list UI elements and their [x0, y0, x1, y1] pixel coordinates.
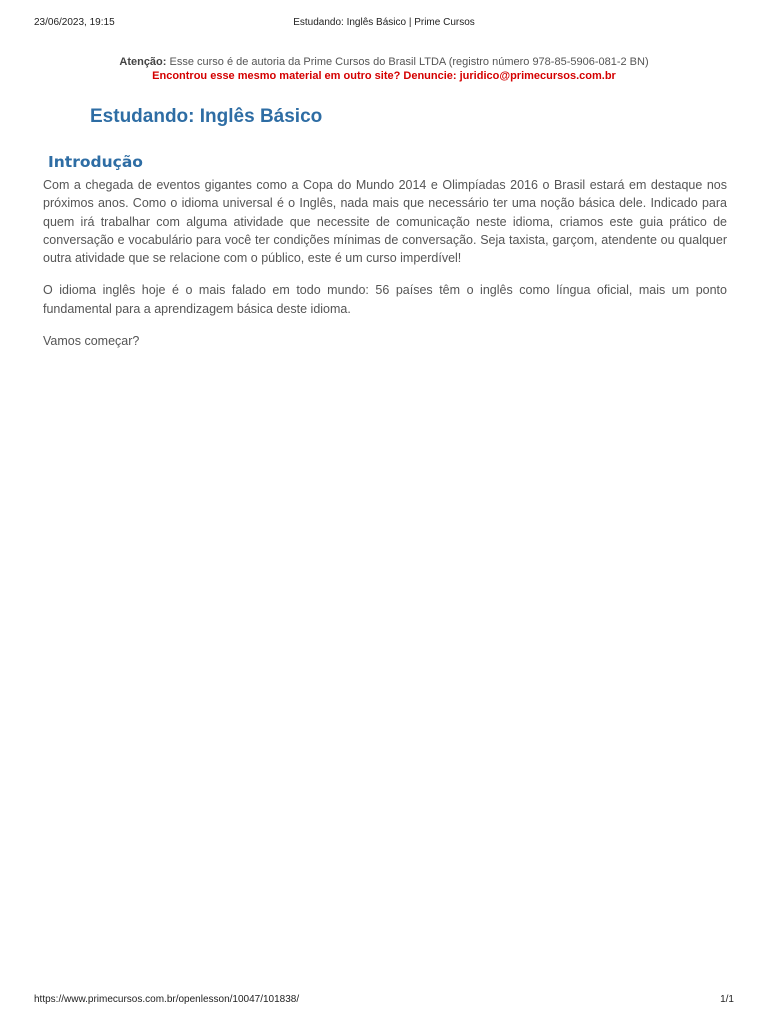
notice-label: Atenção: [119, 56, 167, 68]
notice-text: Esse curso é de autoria da Prime Cursos do Brasil LTDA (registro número 978-85-5906-081-2 BN) [166, 56, 649, 68]
page-number: 1/1 [720, 994, 734, 1005]
page-title: Estudando: Inglês Básico [90, 106, 323, 127]
report-warning: Encontrou esse mesmo material em outro site? Denuncie: juridico@primecursos.com.br [152, 70, 616, 82]
paragraph-intro: Com a chegada de eventos gigantes como a Copa do Mundo 2014 e Olimpíadas 2016 o Brasil estará em destaque nos próximos anos. Como o idioma universal é o Inglês, nada mais que necessário ter uma noção básica dele. Indicado para quem irá trabalhar com alguma atividade que necessite de comunicação neste idioma, criamos este guia prático de conversação e vocabulário para você ter condições mínimas de conversação. Seja taxista, garçom, atendente ou qualquer outra atividade que se relacione com o público, este é um curso imperdível! [43, 178, 727, 266]
lesson-content [43, 176, 727, 364]
copyright-notice [0, 55, 768, 83]
paragraph-language: O idioma inglês hoje é o mais falado em todo mundo: 56 países têm o inglês como língua oficial, mais um ponto fundamental para a aprendizagem básica deste idioma. [43, 283, 727, 316]
print-page-title: Estudando: Inglês Básico | Prime Cursos [293, 17, 475, 28]
copyright-line [0, 55, 768, 69]
page-url: https://www.primecursos.com.br/openlesson/10047/101838/ [34, 994, 300, 1005]
section-title: Introdução [48, 153, 143, 171]
print-header [0, 17, 768, 31]
paragraph-start: Vamos começar? [43, 334, 140, 349]
print-date: 23/06/2023, 19:15 [34, 17, 115, 28]
